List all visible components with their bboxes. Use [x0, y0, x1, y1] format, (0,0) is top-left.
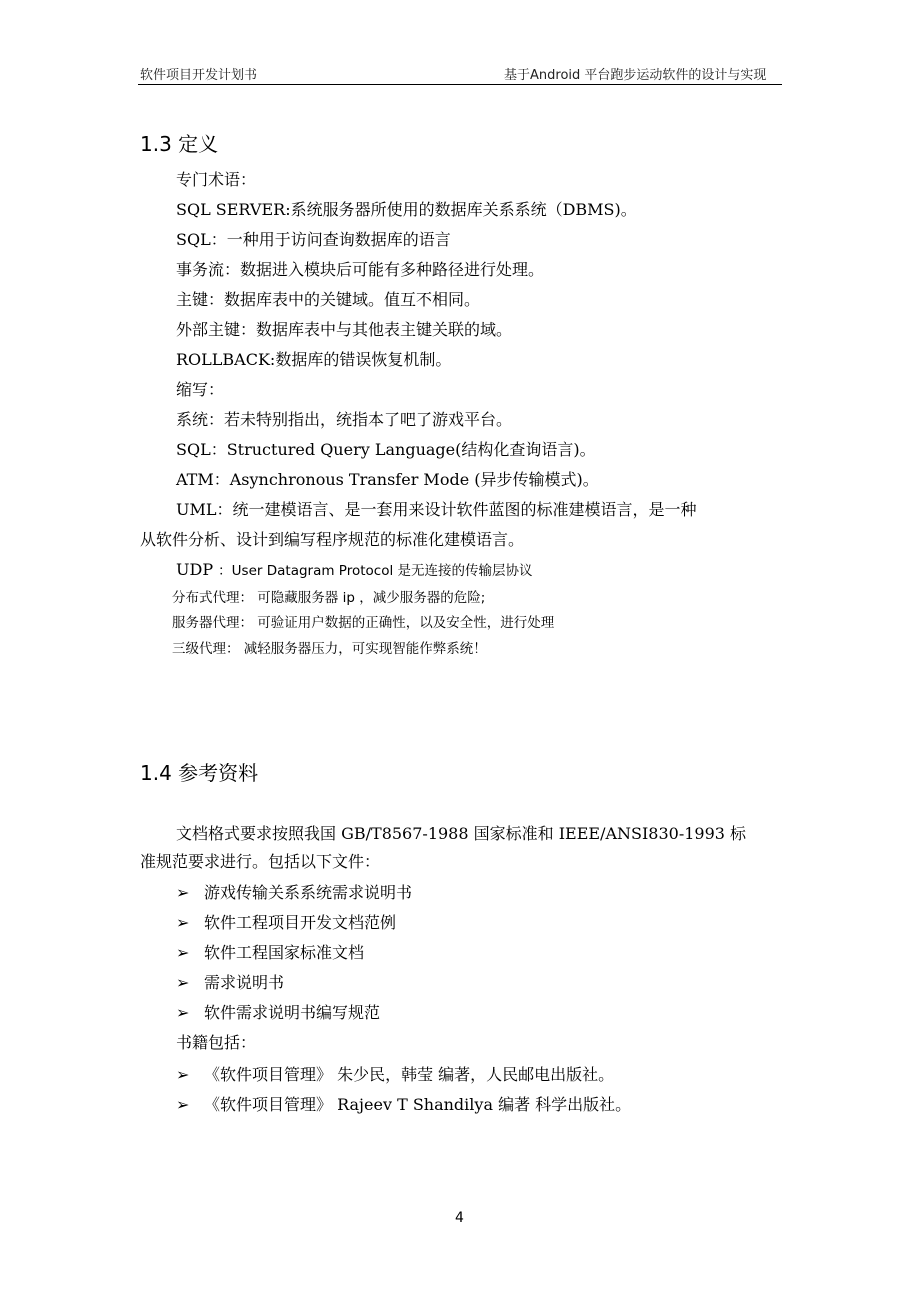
definition-line: 系统：若未特别指出，统指本了吧了游戏平台。 [176, 410, 513, 429]
books-label: 书籍包括： [176, 1033, 257, 1052]
arrow-bullet-icon: ➢ [176, 1065, 190, 1084]
list-item [176, 973, 284, 993]
header-left-title: 软件项目开发计划书 [140, 68, 258, 83]
page-number: 4 [455, 1210, 464, 1226]
list-item [176, 1065, 614, 1085]
arrow-bullet-icon: ➢ [176, 1095, 190, 1114]
header-right-title [504, 64, 766, 83]
proxy-line: 分布式代理： 可隐藏服务器 ip ，减少服务器的危险; [172, 590, 486, 606]
abbreviations-label: 缩写： [176, 380, 225, 399]
definition-line: ROLLBACK:数据库的错误恢复机制。 [176, 350, 452, 369]
section-1-4-heading: 1.4 参考资料 [140, 761, 259, 785]
references-intro-continuation: 准规范要求进行。包括以下文件： [140, 852, 381, 871]
proxy-line: 服务器代理： 可验证用户数据的正确性，以及安全性，进行处理 [172, 615, 555, 631]
header-right-post: 平台跑步运动软件的设计与实现 [580, 68, 767, 83]
arrow-bullet-icon: ➢ [176, 973, 190, 992]
references-intro: 文档格式要求按照我国 GB/T8567-1988 国家标准和 IEEE/ANSI830-1993 标 [176, 824, 747, 843]
header-divider [138, 84, 782, 85]
doc-title: 需求说明书 [204, 973, 285, 992]
list-item [176, 883, 412, 903]
definition-line: 外部主键：数据库表中与其他表主键关联的域。 [176, 320, 513, 339]
definition-line: 事务流：数据进入模块后可能有多种路径进行处理。 [176, 260, 545, 279]
definitions-terms-label: 专门术语： [176, 170, 257, 189]
header-right-brand: Android [530, 68, 581, 83]
list-item [176, 1003, 380, 1023]
definition-line: SQL：一种用于访问查询数据库的语言 [176, 230, 451, 249]
definition-line: 主键：数据库表中的关键域。值互不相同。 [176, 290, 481, 309]
definition-line-continuation: 从软件分析、设计到编写程序规范的标准化建模语言。 [140, 530, 525, 549]
book-reference: 《软件项目管理》 Rajeev T Shandilya 编著 科学出版社。 [204, 1095, 632, 1114]
section-1-3-heading: 1.3 定义 [140, 132, 219, 156]
definition-line: SQL：Structured Query Language(结构化查询语言)。 [176, 440, 596, 459]
udp-label: UDP [176, 560, 214, 579]
udp-definition [176, 560, 533, 581]
header-right-pre: 基于 [504, 68, 531, 83]
list-item [176, 1095, 631, 1115]
definition-line: UML：统一建模语言、是一套用来设计软件蓝图的标准建模语言，是一种 [176, 500, 697, 519]
list-item [176, 943, 364, 963]
definition-line: SQL SERVER:系统服务器所使用的数据库关系系统（DBMS)。 [176, 200, 637, 219]
arrow-bullet-icon: ➢ [176, 913, 190, 932]
doc-title: 软件工程国家标准文档 [204, 943, 365, 962]
doc-title: 游戏传输关系系统需求说明书 [204, 883, 413, 902]
arrow-bullet-icon: ➢ [176, 943, 190, 962]
doc-title: 软件工程项目开发文档范例 [204, 913, 397, 932]
arrow-bullet-icon: ➢ [176, 883, 190, 902]
definition-line: ATM：Asynchronous Transfer Mode (异步传输模式)。 [176, 470, 599, 489]
list-item [176, 913, 396, 933]
udp-text: ：User Datagram Protocol 是无连接的传输层协议 [218, 563, 533, 579]
arrow-bullet-icon: ➢ [176, 1003, 190, 1022]
book-reference: 《软件项目管理》 朱少民，韩莹 编著，人民邮电出版社。 [204, 1065, 615, 1084]
proxy-line: 三级代理： 减轻服务器压力，可实现智能作弊系统！ [172, 641, 487, 657]
doc-title: 软件需求说明书编写规范 [204, 1003, 381, 1022]
